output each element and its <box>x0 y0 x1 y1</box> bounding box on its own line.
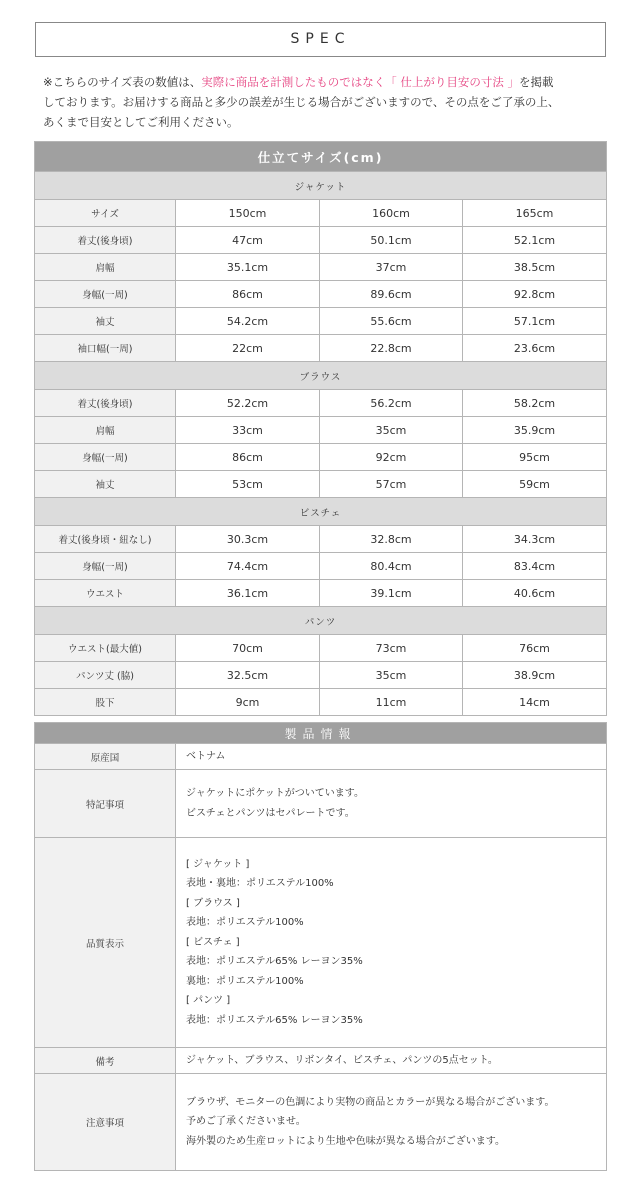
notice-line-2: しております。お届けする商品と多少の誤差が生じる場合がございますので、その点をご了承の上、 <box>43 95 560 109</box>
row-label: ウエスト <box>35 580 176 607</box>
size-value: 14cm <box>463 689 607 716</box>
size-value: 57.1cm <box>463 308 607 335</box>
section-title: パンツ <box>35 607 607 635</box>
content-line: 裏地：ポリエステル100% <box>186 975 304 987</box>
size-value: 80.4cm <box>320 553 463 580</box>
table-row <box>35 1048 607 1074</box>
size-value: 165cm <box>463 200 607 227</box>
table-row <box>35 526 607 553</box>
notice-text: ※こちらのサイズ表の数値は、 <box>43 75 202 89</box>
size-value: 70cm <box>176 635 320 662</box>
size-value: 59cm <box>463 471 607 498</box>
row-label: 着丈(後身頃) <box>35 390 176 417</box>
row-label: 身幅(一周) <box>35 444 176 471</box>
size-table <box>34 141 607 716</box>
size-value: 86cm <box>176 444 320 471</box>
row-label: パンツ丈 (脇) <box>35 662 176 689</box>
section-row <box>35 362 607 390</box>
size-value: 52.2cm <box>176 390 320 417</box>
size-value: 76cm <box>463 635 607 662</box>
table-row <box>35 635 607 662</box>
row-label: 袖丈 <box>35 471 176 498</box>
table-row <box>35 417 607 444</box>
row-label: ウエスト(最大値) <box>35 635 176 662</box>
size-value: 32.8cm <box>320 526 463 553</box>
size-value: 22.8cm <box>320 335 463 362</box>
size-value: 35.9cm <box>463 417 607 444</box>
section-row <box>35 498 607 526</box>
size-value: 38.9cm <box>463 662 607 689</box>
content-line: [ ブラウス ] <box>186 897 240 909</box>
content-line: 表地：ポリエステル65% レーヨン35% <box>186 1014 363 1026</box>
size-value: 33cm <box>176 417 320 444</box>
table-row <box>35 335 607 362</box>
row-label: 着丈(後身頃・紐なし) <box>35 526 176 553</box>
spec-title: SPEC <box>290 31 351 47</box>
row-label: 肩幅 <box>35 254 176 281</box>
row-label: 袖丈 <box>35 308 176 335</box>
size-value: 57cm <box>320 471 463 498</box>
row-label: 身幅(一周) <box>35 553 176 580</box>
size-value: 47cm <box>176 227 320 254</box>
size-value: 86cm <box>176 281 320 308</box>
size-value: 32.5cm <box>176 662 320 689</box>
size-value: 22cm <box>176 335 320 362</box>
size-value: 83.4cm <box>463 553 607 580</box>
content-line: [ ビスチェ ] <box>186 936 240 948</box>
content-line: ブラウザ、モニターの色調により実物の商品とカラーが異なる場合がございます。 <box>186 1096 555 1108</box>
row-label: 着丈(後身頃) <box>35 227 176 254</box>
table-row <box>35 553 607 580</box>
row-label: 股下 <box>35 689 176 716</box>
content-line: 予めご了承くださいませ。 <box>186 1116 306 1128</box>
table-row <box>35 838 607 1048</box>
section-title: ジャケット <box>35 172 607 200</box>
size-value: 160cm <box>320 200 463 227</box>
row-label: 品質表示 <box>35 838 176 1048</box>
size-value: 40.6cm <box>463 580 607 607</box>
size-value: 35cm <box>320 417 463 444</box>
table-row <box>35 390 607 417</box>
row-content <box>176 770 607 838</box>
size-value: 95cm <box>463 444 607 471</box>
section-row <box>35 172 607 200</box>
product-info-table <box>34 722 607 1171</box>
content-line: 表地・裏地：ポリエステル100% <box>186 878 334 890</box>
table-row <box>35 308 607 335</box>
table-row <box>35 254 607 281</box>
table-row <box>35 200 607 227</box>
product-table-title: 製品情報 <box>35 723 607 744</box>
size-table-title: 仕立てサイズ(cm) <box>35 142 607 172</box>
size-value: 92.8cm <box>463 281 607 308</box>
size-value: 35.1cm <box>176 254 320 281</box>
row-label: 特記事項 <box>35 770 176 838</box>
table-row <box>35 281 607 308</box>
size-value: 89.6cm <box>320 281 463 308</box>
size-value: 74.4cm <box>176 553 320 580</box>
content-line: ジャケットにポケットがついています。 <box>186 788 364 799</box>
content-line: 海外製のため生産ロットにより生地や色味が異なる場合がございます。 <box>186 1135 505 1147</box>
table-row <box>35 689 607 716</box>
size-value: 38.5cm <box>463 254 607 281</box>
size-value: 50.1cm <box>320 227 463 254</box>
size-value: 92cm <box>320 444 463 471</box>
content-line: ジャケット、ブラウス、リボンタイ、ビスチェ、パンツの5点セット。 <box>186 1054 498 1066</box>
table-row <box>35 580 607 607</box>
row-content <box>176 744 607 770</box>
size-value: 11cm <box>320 689 463 716</box>
table-row <box>35 662 607 689</box>
size-table-title-row <box>35 142 607 172</box>
content-line: [ ジャケット ] <box>186 858 250 870</box>
size-value: 54.2cm <box>176 308 320 335</box>
size-value: 56.2cm <box>320 390 463 417</box>
table-row <box>35 471 607 498</box>
notice-line-1 <box>43 72 603 92</box>
size-value: 58.2cm <box>463 390 607 417</box>
size-value: 36.1cm <box>176 580 320 607</box>
product-table-title-row <box>35 723 607 744</box>
table-row <box>35 444 607 471</box>
content-line: ビスチェとパンツはセパレートです。 <box>186 807 355 819</box>
content-line: [ パンツ ] <box>186 995 231 1007</box>
size-value: 52.1cm <box>463 227 607 254</box>
size-value: 150cm <box>176 200 320 227</box>
size-value: 73cm <box>320 635 463 662</box>
notice-text: を掲載 <box>519 75 554 89</box>
content-line: 表地：ポリエステル65% レーヨン35% <box>186 956 363 968</box>
row-content <box>176 1074 607 1171</box>
table-row <box>35 744 607 770</box>
content-line: 表地：ポリエステル100% <box>186 917 304 929</box>
table-row <box>35 227 607 254</box>
row-label: 身幅(一周) <box>35 281 176 308</box>
size-value: 55.6cm <box>320 308 463 335</box>
content-line: ベトナム <box>186 750 226 762</box>
row-label: 注意事項 <box>35 1074 176 1171</box>
size-value: 9cm <box>176 689 320 716</box>
row-content <box>176 838 607 1048</box>
size-value: 37cm <box>320 254 463 281</box>
notice-line-3: あくまで目安としてご利用ください。 <box>43 115 239 129</box>
spec-header <box>35 22 606 57</box>
size-value: 34.3cm <box>463 526 607 553</box>
row-content <box>176 1048 607 1074</box>
section-title: ブラウス <box>35 362 607 390</box>
section-row <box>35 607 607 635</box>
table-row <box>35 1074 607 1171</box>
size-value: 23.6cm <box>463 335 607 362</box>
row-label: サイズ <box>35 200 176 227</box>
size-value: 39.1cm <box>320 580 463 607</box>
size-value: 53cm <box>176 471 320 498</box>
size-value: 35cm <box>320 662 463 689</box>
size-notice <box>43 72 603 132</box>
row-label: 備考 <box>35 1048 176 1074</box>
size-value: 30.3cm <box>176 526 320 553</box>
notice-highlight: 実際に商品を計測したものではなく「 仕上がり目安の寸法 」 <box>201 75 520 89</box>
section-title: ビスチェ <box>35 498 607 526</box>
table-row <box>35 770 607 838</box>
row-label: 原産国 <box>35 744 176 770</box>
row-label: 袖口幅(一周) <box>35 335 176 362</box>
row-label: 肩幅 <box>35 417 176 444</box>
